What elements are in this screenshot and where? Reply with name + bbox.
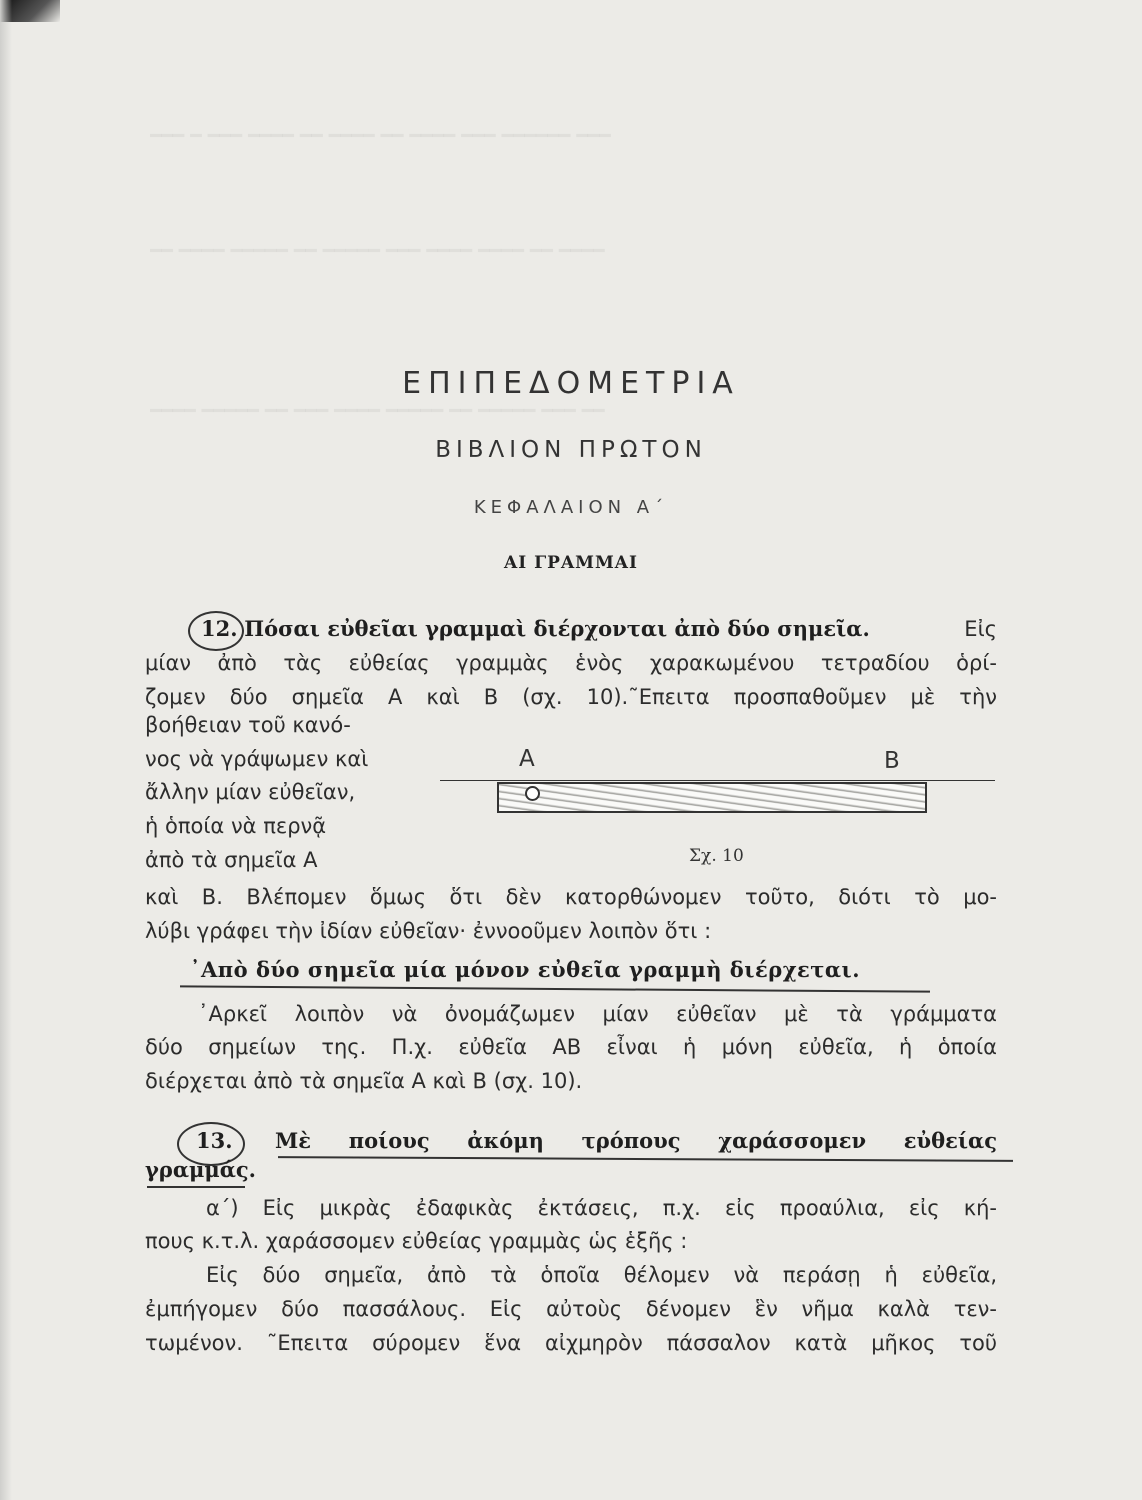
page-title: ΕΠΙΠΕΔΟΜΕΤΡΙΑ (402, 366, 740, 401)
hand-underline (180, 985, 930, 992)
text-line: νος νὰ γράψωμεν καὶ (145, 747, 369, 771)
show-through: ━━ ━━━━ ━━━━━ ━━ ━━━━━ ━━━ ━━━━ ━━━━ ━━ ━━━━ (150, 240, 605, 262)
p12-heading-line (145, 614, 997, 644)
p13-heading-line-1: Μὲ ποίους ἀκόμη τρόπους χαράσσομεν εὐθείας (275, 1128, 997, 1153)
hand-underline (278, 1156, 1013, 1162)
p12-heading-tail: Εἰς (964, 617, 997, 641)
show-through: ━━━━ ━━━━━ ━━ ━━━ ━━━━ ━━━━━ ━━ ━━━━━ ━━━ ━━ (150, 400, 605, 422)
text-line: ἡ ὁποία νὰ περνᾷ (145, 814, 327, 838)
text-line: διέρχεται ἀπὸ τὰ σημεῖα Α καὶ Β (σχ. 10). (145, 1069, 583, 1093)
text-line: Εἰς δύο σημεῖα, ἀπὸ τὰ ὁποῖα θέλομεν νὰ περάσῃ ἡ εὐθεῖα, (206, 1263, 997, 1287)
text-line: λύβι γράφει τὴν ἰδίαν εὐθεῖαν· ἐννοοῦμεν λοιπὸν ὅτι : (145, 919, 712, 943)
point-b-label: Β (884, 748, 900, 774)
show-through: ━━━ ━ ━━━ ━━━━ ━━ ━━━━ ━━ ━━━━ ━━━ ━━━━━━ ━━━ (150, 125, 611, 147)
book-heading: ΒΙΒΛΙΟΝ ΠΡΩΤΟΝ (435, 437, 707, 463)
text-line: βοήθειαν τοῦ κανό- (145, 713, 351, 737)
text-line: ἄλλην μίαν εὐθεῖαν, (145, 780, 356, 804)
section-heading: ΑΙ ΓΡΑΜΜΑΙ (504, 553, 638, 573)
straight-line (440, 780, 995, 781)
text-line: ᾿Αρκεῖ λοιπὸν νὰ ὀνομάζωμεν μίαν εὐθεῖαν μὲ τὰ γράμματα (198, 1002, 997, 1026)
text-line: ζομεν δύο σημεῖα Α καὶ Β (σχ. 10).˜Επειτα προσπαθοῦμεν μὲ τὴν (145, 685, 997, 709)
p12-number: 12. (201, 616, 238, 641)
ruler-hole (525, 786, 540, 801)
text-line: δύο σημείων της. Π.χ. εὐθεῖα ΑΒ εἶναι ἡ μόνη εὐθεῖα, ἡ ὁποία (145, 1035, 997, 1059)
text-line: πους κ.τ.λ. χαράσσομεν εὐθείας γραμμὰς ὡς ἑξῆς : (145, 1229, 688, 1253)
hand-underline (147, 1186, 245, 1188)
rule-statement: ᾿Απὸ δύο σημεῖα μία μόνον εὐθεῖα γραμμὴ διέρχεται. (190, 957, 861, 982)
text-line: τωμένον. ˜Επειτα σύρομεν ἕνα αἰχμηρὸν πάσσαλον κατὰ μῆκος τοῦ (145, 1331, 997, 1355)
p13-number: 13. (196, 1128, 233, 1153)
text-line: ἀπὸ τὰ σημεῖα Α (145, 848, 318, 872)
p13-heading-line-2: γραμμάς. (145, 1157, 256, 1182)
point-a-label: Α (519, 746, 535, 772)
p12-heading: Πόσαι εὐθεῖαι γραμμαὶ διέρχονται ἀπὸ δύο σημεῖα. (244, 616, 870, 641)
scan-edge-shadow (0, 0, 12, 1500)
text-line: α΄) Εἰς μικρὰς ἐδαφικὰς ἐκτάσεις, π.χ. εἰς προαύλια, εἰς κή- (206, 1196, 997, 1220)
text-line: καὶ Β. Βλέπομεν ὅμως ὅτι δὲν κατορθώνομεν τοῦτο, διότι τὸ μο- (145, 885, 997, 909)
figure-caption: Σχ. 10 (689, 846, 744, 866)
ruler-illustration (497, 782, 927, 813)
text-line: μίαν ἀπὸ τὰς εὐθείας γραμμὰς ἑνὸς χαρακωμένου τετραδίου ὁρί- (145, 651, 997, 675)
text-line: ἐμπήγομεν δύο πασσάλους. Εἰς αὐτοὺς δένομεν ἓν νῆμα καλὰ τεν- (145, 1297, 997, 1321)
chapter-heading: ΚΕΦΑΛΑΙΟΝ Α΄ (473, 497, 669, 518)
